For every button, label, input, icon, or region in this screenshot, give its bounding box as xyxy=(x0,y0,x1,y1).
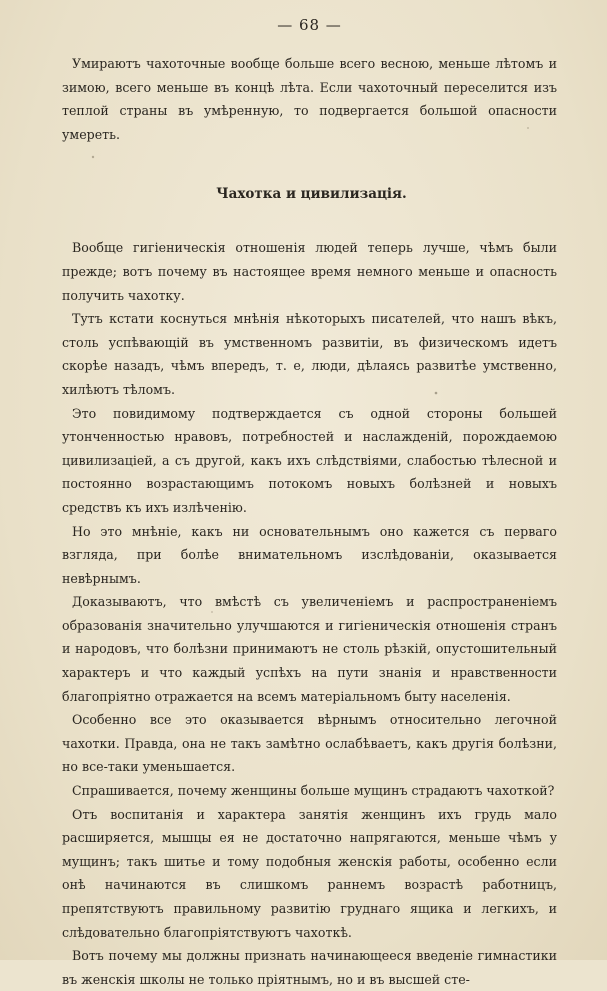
body-paragraph: Спрашивается, почему женщины больше мущинъ страдаютъ чахоткой? xyxy=(72,783,555,799)
body-paragraph: Тутъ кстати коснуться мнѣнія нѣкоторыхъ писателей, что нашъ вѣкъ, столь успѣвающій въ умственномъ развитіи, въ физическомъ идетъ скорѣе назадъ, чѣмъ впередъ, т. е, люди, дѣлаясь развитѣе умственно, хилѣютъ тѣломъ. xyxy=(62,311,557,397)
body-paragraph: Доказываютъ, что вмѣстѣ съ увеличеніемъ и распространеніемъ образованія значительно улучшаются и гигіеническія отношенія странъ и народовъ, что болѣзни принимаютъ не столь рѣзкій, опустошительный характеръ и что каждый успѣхъ на пути знанія и нравственности благопріятно отражается на всемъ матеріальномъ быту населенія. xyxy=(62,594,557,704)
body-paragraph: Отъ воспитанія и характера занятія женщинъ ихъ грудь мало расширяется, мышцы ея не достаточно напрягаются, меньше чѣмъ у мущинъ; такъ шитье и тому подобныя женскія работы, особенно если онѣ начинаются въ слишкомъ раннемъ возрастѣ работницъ, препятствуютъ правильному развитію груднаго ящика и легкихъ, и слѣдовательно благопріятствуютъ чахоткѣ. xyxy=(62,806,557,940)
body-paragraph: Особенно все это оказывается вѣрнымъ относительно легочной чахотки. Правда, она не такъ замѣтно ослабѣваетъ, какъ другія болѣзни, но все-таки уменьшается. xyxy=(62,712,557,775)
body-paragraph: Вотъ почему мы должны признать начинающееся введеніе гимнастики въ женскія школы не только пріятнымъ, но и въ высшей сте- xyxy=(62,948,557,987)
section-title: Чахотка и цивилизація. xyxy=(216,186,407,203)
page-number: — 68 — xyxy=(277,16,342,34)
intro-paragraph: Умираютъ чахоточные вообще больше всего весною, меньше лѣтомъ и зимою, всего меньше въ концѣ лѣта. Если чахоточный переселится изъ теплой страны въ умѣренную, то подвергается большой опасности умереть. xyxy=(62,56,557,142)
body-paragraph: Это повидимому подтверждается съ одной стороны большей утонченностью нравовъ, потребностей и наслажденій, порождаемою цивилизаціей, а съ другой, какъ ихъ слѣдствіями, слабостью тѣлесной и постоянно возрастающимъ потокомъ новыхъ болѣзней и новыхъ средствъ къ ихъ излѣченію. xyxy=(62,405,557,515)
body-paragraph: Но это мнѣніе, какъ ни основательнымъ оно кажется съ перваго взгляда, при болѣе внимательномъ изслѣдованіи, оказывается невѣрнымъ. xyxy=(62,523,557,586)
body-paragraph: Вообще гигіеническія отношенія людей теперь лучше, чѣмъ были прежде; вотъ почему въ настоящее время немного меньше и опасность получить чахотку. xyxy=(62,240,557,303)
